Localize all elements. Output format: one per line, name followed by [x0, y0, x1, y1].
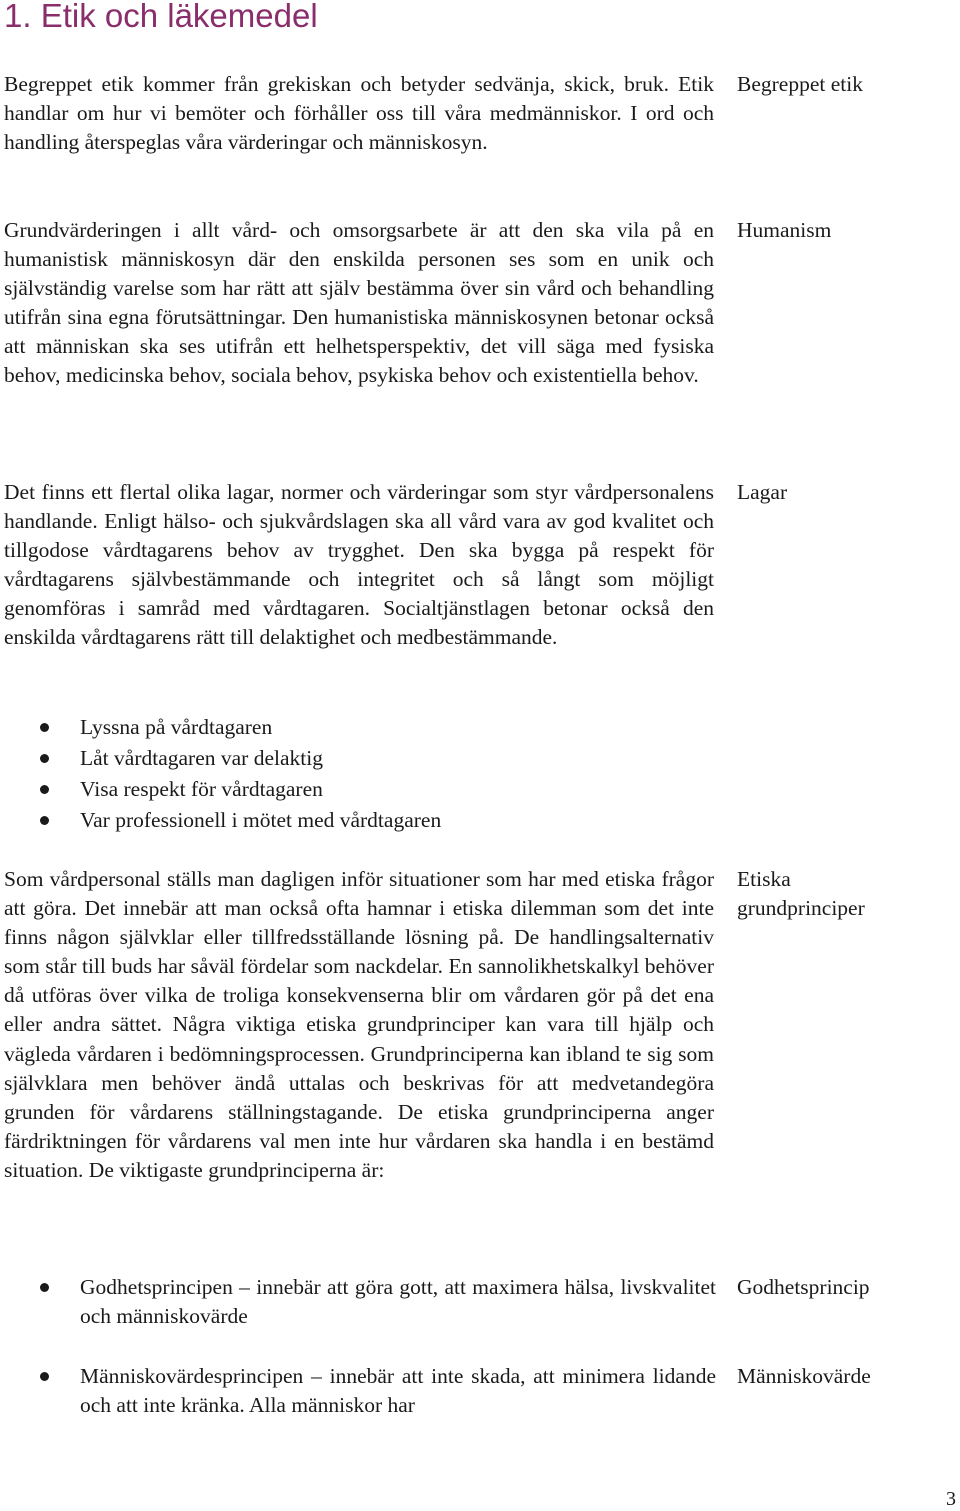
- list-item: Människovärdesprincipen – innebär att inte skada, att minimera lidande och att inte kränka. Alla människor har: [0, 1362, 716, 1420]
- bullet-icon: [40, 723, 49, 732]
- list-item: Var professionell i mötet med vårdtagaren: [0, 805, 716, 836]
- bullet-icon: [40, 1372, 49, 1381]
- margin-note-manniskovarde: Människovärde: [737, 1364, 871, 1388]
- intro-paragraph: Begreppet etik kommer från grekiskan och betyder sedvänja, skick, bruk. Etik handlar om hur vi bemöter och förhåller oss till våra medmänniskor. I ord och handling återspeglas våra värderingar och människosyn.: [4, 72, 714, 155]
- bullet-icon: [40, 1283, 49, 1292]
- bullet-icon: [40, 816, 49, 825]
- margin-note-lagar: Lagar: [737, 480, 788, 504]
- list-item: Visa respekt för vårdtagaren: [0, 774, 716, 805]
- care-tips-list: [0, 712, 716, 836]
- bullet-icon: [40, 754, 49, 763]
- page-number: 3: [946, 1488, 956, 1510]
- bullet-icon: [40, 785, 49, 794]
- margin-note-godhetsprincip: Godhetsprincip: [737, 1275, 870, 1299]
- list-item: Låt vårdtagaren var delaktig: [0, 743, 716, 774]
- margin-note-humanism: Humanism: [737, 218, 832, 242]
- page-title: 1. Etik och läkemedel: [4, 0, 318, 34]
- humanism-paragraph: Grundvärderingen i allt vård- och omsorgsarbete är att den ska vila på en humanistisk människosyn där den enskilda personen ses som en unik och självständig varelse som har rätt att själv bestämma över sin vård och behandling utifrån sina egna förutsättningar. Den humanistiska människosynen betonar också att människan ska ses utifrån ett helhetsperspektiv, det vill säga med fysiska behov, medicinska behov, sociala behov, psykiska behov och existentiella behov.: [4, 218, 714, 388]
- list-item: Godhetsprincipen – innebär att göra gott, att maximera hälsa, livskvalitet och människovärde: [0, 1273, 716, 1331]
- margin-note-begreppet-etik: Begreppet etik: [737, 72, 863, 96]
- laws-paragraph: Det finns ett flertal olika lagar, normer och värderingar som styr vårdpersonalens handlande. Enligt hälso- och sjukvårdslagen ska all vård vara av god kvalitet och tillgodose vårdtagarens behov av trygghet. Den ska bygga på respekt för vårdtagarens självbestämmande och integritet och så långt som möjligt genomföras i samråd med vårdtagaren. Socialtjänstlagen betonar också den enskilda vårdtagarens rätt till delaktighet och medbestämmande.: [4, 480, 714, 650]
- margin-note-etiska-grundprinciper: Etiska grundprinciper: [737, 867, 865, 921]
- principles-list-1: [0, 1273, 716, 1331]
- list-item: Lyssna på vårdtagaren: [0, 712, 716, 743]
- ethics-paragraph: Som vårdpersonal ställs man dagligen inför situationer som har med etiska frågor att göra. Det innebär att man också ofta hamnar i etiska dilemman som det inte finns någon självklar eller tillfredsställande lösning på. De handlingsalternativ som står till buds har såväl fördelar som nackdelar. En sannolikhetskalkyl behöver då utföras över vilka de troliga konsekvenserna blir om vårdaren gör på det ena eller andra sättet. Några viktiga etiska grundprinciper kan vara till hjälp och vägleda vårdaren i bedömningsprocessen. Grundprinciperna kan ibland te sig som självklara men behöver ändå uttalas och beskrivas för att medvetandegöra grunden för vårdarens ställningstagande. De etiska grundprinciperna anger färdriktningen för vårdarens val men inte hur vårdaren ska handla i en bestämd situation. De viktigaste grundprinciperna är:: [4, 867, 714, 1182]
- principles-list-2: [0, 1362, 716, 1420]
